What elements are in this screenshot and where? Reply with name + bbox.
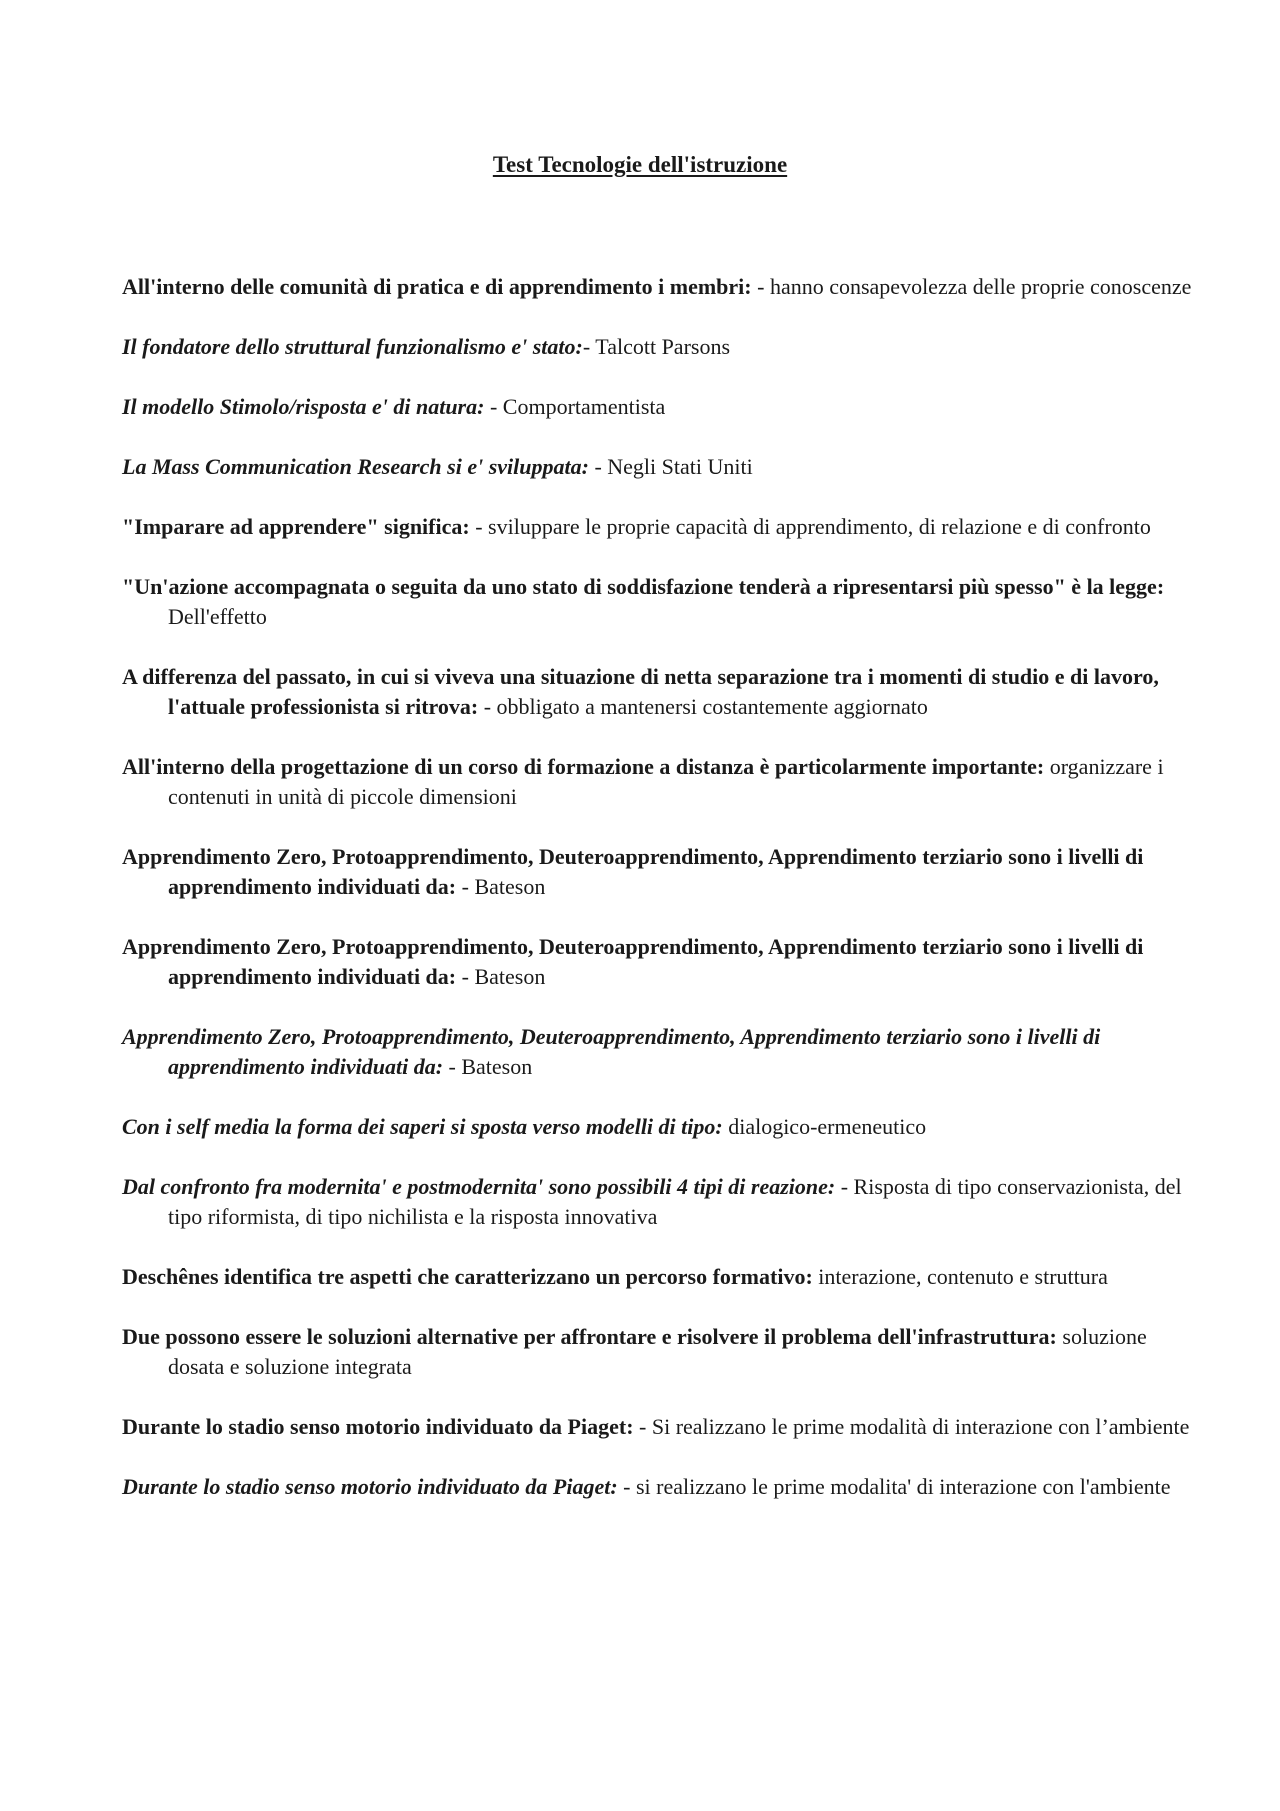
question-item: [122, 1112, 1192, 1142]
question-item: [122, 1472, 1192, 1502]
question-text: Il modello Stimolo/risposta e' di natura:: [122, 394, 485, 419]
answer-text: - Comportamentista: [484, 394, 666, 419]
question-item: [122, 662, 1192, 722]
answer-text: - sviluppare le proprie capacità di apprendimento, di relazione e di confronto: [469, 514, 1151, 539]
question-text: "Imparare ad apprendere" significa:: [122, 514, 470, 539]
question-text: Il fondatore dello struttural funzionalismo e' stato:: [122, 334, 583, 359]
question-item: [122, 512, 1192, 542]
question-item: [122, 752, 1192, 812]
question-item: [122, 452, 1192, 482]
question-item: [122, 1322, 1192, 1382]
question-text: Apprendimento Zero, Protoapprendimento, Deuteroapprendimento, Apprendimento terziario sono i livelli di apprendimento individuati da:: [122, 934, 1144, 989]
question-text: La Mass Communication Research si e' sviluppata:: [122, 454, 589, 479]
question-item: [122, 1022, 1192, 1082]
question-item: [122, 1412, 1192, 1442]
question-item: [122, 1262, 1192, 1292]
question-text: All'interno della progettazione di un corso di formazione a distanza è particolarmente importante:: [122, 754, 1045, 779]
question-text: Apprendimento Zero, Protoapprendimento, Deuteroapprendimento, Apprendimento terziario sono i livelli di apprendimento individuati da:: [122, 844, 1144, 899]
answer-text: interazione, contenuto e struttura: [812, 1264, 1108, 1289]
question-item: [122, 842, 1192, 902]
question-item: [122, 332, 1192, 362]
question-text: "Un'azione accompagnata o seguita da uno stato di soddisfazione tenderà a ripresentarsi più spesso" è la legge:: [122, 574, 1165, 599]
answer-text: dialogico-ermeneutico: [722, 1114, 927, 1139]
answer-text: - Talcott Parsons: [582, 334, 731, 359]
answer-text: organizzare i contenuti in unità di piccole dimensioni: [168, 754, 1164, 809]
question-item: [122, 932, 1192, 992]
answer-text: Dell'effetto: [168, 604, 267, 629]
answer-text: soluzione dosata e soluzione integrata: [168, 1324, 1147, 1379]
question-text: Due possono essere le soluzioni alternative per affrontare e risolvere il problema dell'infrastruttura:: [122, 1324, 1057, 1349]
answer-text: - si realizzano le prime modalita' di interazione con l'ambiente: [617, 1474, 1171, 1499]
question-text: Durante lo stadio senso motorio individuato da Piaget:: [122, 1474, 618, 1499]
question-text: Apprendimento Zero, Protoapprendimento, Deuteroapprendimento, Apprendimento terziario sono i livelli di apprendimento individuati da:: [122, 1024, 1101, 1079]
question-text: All'interno delle comunità di pratica e di apprendimento i membri:: [122, 274, 752, 299]
question-text: Deschênes identifica tre aspetti che caratterizzano un percorso formativo:: [122, 1264, 813, 1289]
question-item: [122, 572, 1192, 632]
question-item: [122, 392, 1192, 422]
answer-text: - Si realizzano le prime modalità di interazione con l’ambiente: [633, 1414, 1190, 1439]
question-text: A differenza del passato, in cui si viveva una situazione di netta separazione tra i momenti di studio e di lavoro, l'attuale professionista si ritrova:: [122, 664, 1159, 719]
answer-text: - obbligato a mantenersi costantemente aggiornato: [478, 694, 928, 719]
question-item: [122, 1172, 1192, 1232]
question-list: [122, 272, 1192, 1532]
answer-text: - Bateson: [456, 964, 546, 989]
answer-text: - Risposta di tipo conservazionista, del tipo riformista, di tipo nichilista e la risposta innovativa: [168, 1174, 1182, 1229]
document-title: Test Tecnologie dell'istruzione: [492, 152, 788, 177]
question-text: Dal confronto fra modernita' e postmodernita' sono possibili 4 tipi di reazione:: [122, 1174, 836, 1199]
answer-text: - Negli Stati Uniti: [588, 454, 753, 479]
question-item: [122, 272, 1192, 302]
question-text: Durante lo stadio senso motorio individuato da Piaget:: [122, 1414, 634, 1439]
question-text: Con i self media la forma dei saperi si sposta verso modelli di tipo:: [122, 1114, 723, 1139]
answer-text: - Bateson: [443, 1054, 533, 1079]
answer-text: - hanno consapevolezza delle proprie conoscenze: [751, 274, 1192, 299]
answer-text: - Bateson: [456, 874, 546, 899]
